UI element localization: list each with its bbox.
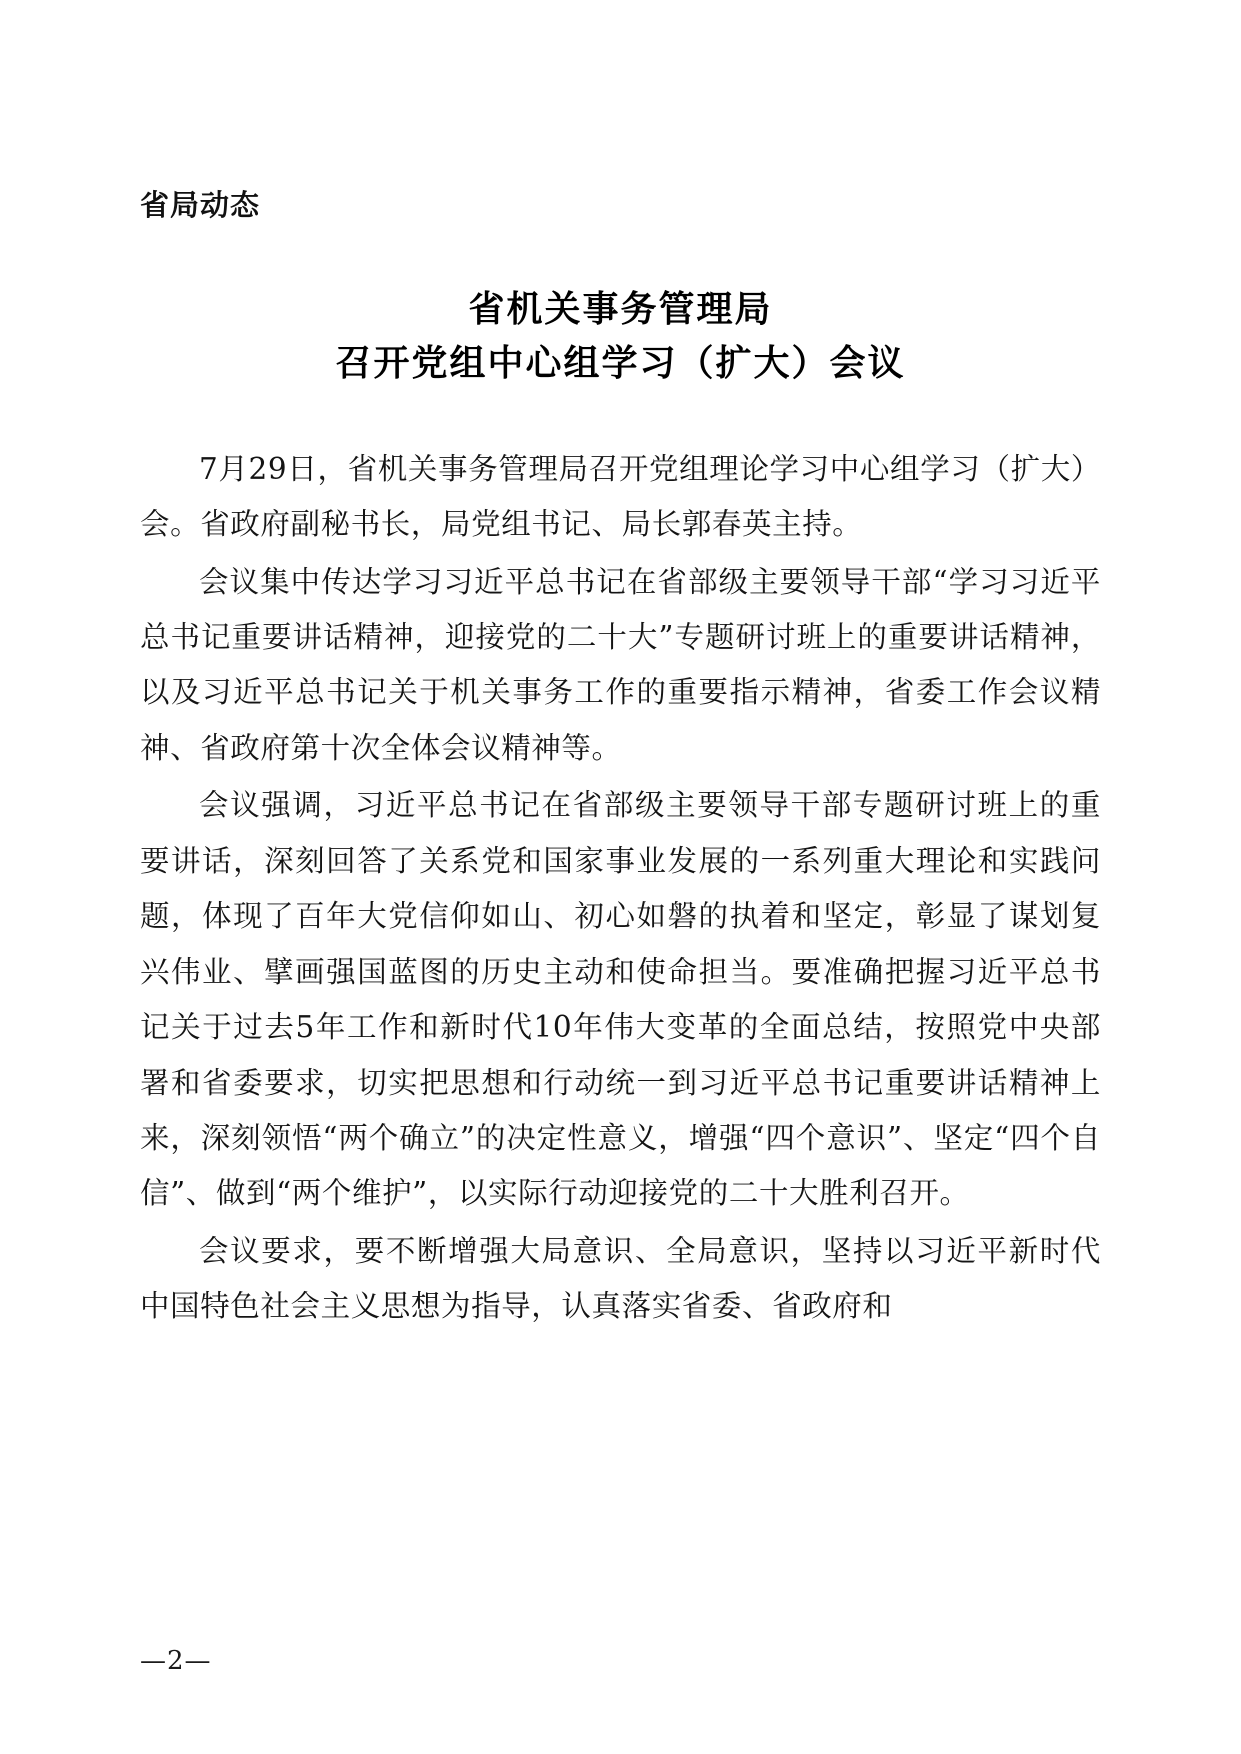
document-body: [140, 442, 1101, 1335]
page-number: —2—: [140, 1646, 212, 1676]
document-title: [140, 282, 1101, 390]
section-label: 省局动态: [140, 188, 261, 222]
paragraph: 会议要求，要不断增强大局意识、全局意识，坚持以习近平新时代中国特色社会主义思想为指导，认真落实省委、省政府和: [140, 1233, 1101, 1324]
paragraph: 会议强调，习近平总书记在省部级主要领导干部专题研讨班上的重要讲话，深刻回答了关系党和国家事业发展的一系列重大理论和实践问题，体现了百年大党信仰如山、初心如磐的执着和坚定，彰显了谋划复兴伟业、擘画强国蓝图的历史主动和使命担当。要准确把握习近平总书记关于过去5年工作和新时代10年伟大变革的全面总结，按照党中央部署和省委要求，切实把思想和行动统一到习近平总书记重要讲话精神上来，深刻领悟“两个确立”的决定性意义，增强“四个意识”、坚定“四个自信”、做到“两个维护”，以实际行动迎接党的二十大胜利召开。: [140, 788, 1101, 1211]
document-title-line-2: 召开党组中心组学习（扩大）会议: [335, 341, 906, 384]
document-title-line-1: 省机关事务管理局: [468, 287, 773, 330]
paragraph: 7月29日，省机关事务管理局召开党组理论学习中心组学习（扩大）会。省政府副秘书长，局党组书记、局长郭春英主持。: [140, 451, 1101, 542]
paragraph: 会议集中传达学习习近平总书记在省部级主要领导干部“学习习近平总书记重要讲话精神，迎接党的二十大”专题研讨班上的重要讲话精神，以及习近平总书记关于机关事务工作的重要指示精神，省委工作会议精神、省政府第十次全体会议精神等。: [140, 564, 1101, 765]
